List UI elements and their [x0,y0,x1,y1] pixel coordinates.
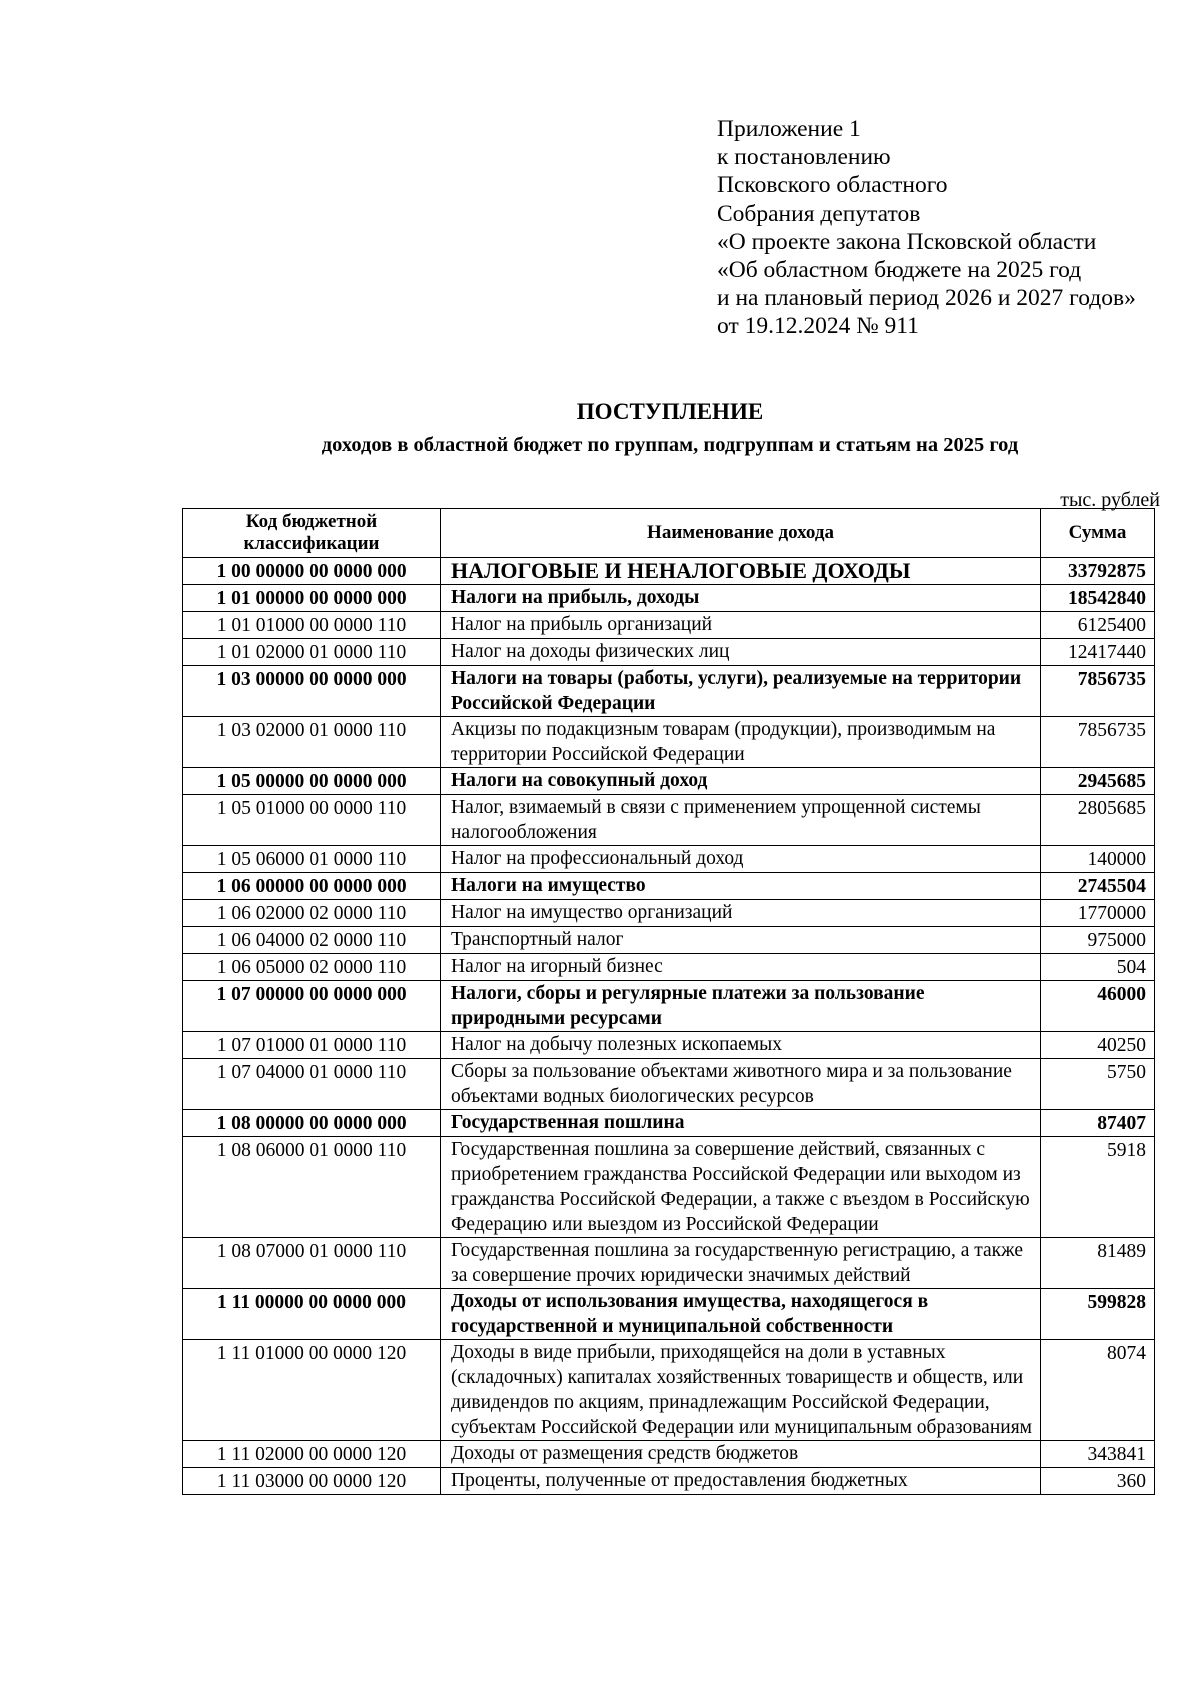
table-row [183,1110,1155,1137]
cell-name: Налоги на прибыль, доходы [441,585,1041,612]
appendix-line: Приложение 1 [717,116,861,142]
cell-name: Проценты, полученные от предоставления бюджетных [441,1468,1041,1495]
cell-sum: 7856735 [1041,666,1155,717]
cell-name: Налог на доходы физических лиц [441,639,1041,666]
cell-code: 1 03 02000 01 0000 110 [183,717,441,768]
cell-name: Транспортный налог [441,927,1041,954]
cell-sum: 975000 [1041,927,1155,954]
cell-code: 1 06 00000 00 0000 000 [183,873,441,900]
appendix-line: «Об областном бюджете на 2025 год [717,257,1082,284]
cell-name: Налоги на совокупный доход [441,768,1041,795]
table-row [183,1441,1155,1468]
cell-code: 1 05 00000 00 0000 000 [183,768,441,795]
cell-code: 1 05 01000 00 0000 110 [183,795,441,846]
cell-name: Государственная пошлина [441,1110,1041,1137]
table-row [183,927,1155,954]
header-name: Наименование дохода [441,509,1041,558]
cell-name: Налоги на товары (работы, услуги), реализуемые на территории Российской Федерации [441,666,1041,717]
cell-sum: 140000 [1041,846,1155,873]
income-table [182,508,1155,1495]
header-code: Код бюджетной классификации [183,509,441,558]
table-row [183,954,1155,981]
cell-sum: 2745504 [1041,873,1155,900]
table-row [183,1289,1155,1340]
cell-name: Государственная пошлина за государственную регистрацию, а также за совершение прочих юридически значимых действий [441,1238,1041,1289]
cell-sum: 2805685 [1041,795,1155,846]
table-row [183,900,1155,927]
cell-sum: 40250 [1041,1032,1155,1059]
cell-code: 1 01 00000 00 0000 000 [183,585,441,612]
cell-sum: 81489 [1041,1238,1155,1289]
cell-code: 1 06 05000 02 0000 110 [183,954,441,981]
cell-name: Налог на имущество организаций [441,900,1041,927]
cell-sum: 2945685 [1041,768,1155,795]
table-body [183,558,1155,1495]
appendix-line: к постановлению [717,144,891,171]
cell-code: 1 01 02000 01 0000 110 [183,639,441,666]
table-row [183,795,1155,846]
table-row [183,1059,1155,1110]
cell-code: 1 08 06000 01 0000 110 [183,1137,441,1238]
units-label: тыс. рублей [1060,489,1160,511]
cell-sum: 8074 [1041,1340,1155,1441]
cell-name: Налог на профессиональный доход [441,846,1041,873]
cell-name: Налог на игорный бизнес [441,954,1041,981]
appendix-line: Псковского областного [717,172,948,199]
cell-sum: 33792875 [1041,558,1155,585]
document-title: ПОСТУПЛЕНИЕ [576,399,764,424]
cell-sum: 599828 [1041,1289,1155,1340]
cell-sum: 12417440 [1041,639,1155,666]
table-row [183,846,1155,873]
cell-name: Налог на прибыль организаций [441,612,1041,639]
cell-name: Доходы в виде прибыли, приходящейся на доли в уставных (складочных) капиталах хозяйственных товариществ и обществ, или дивидендов по акциям, принадлежащим Российской Федерации, субъектам Российской Федерации или муниципальным образованиям [441,1340,1041,1441]
cell-code: 1 11 03000 00 0000 120 [183,1468,441,1495]
table-row [183,1468,1155,1495]
cell-sum: 7856735 [1041,717,1155,768]
cell-name: Акцизы по подакцизным товарам (продукции), производимым на территории Российской Федерации [441,717,1041,768]
cell-name: Государственная пошлина за совершение действий, связанных с приобретением гражданства Российской Федерации или выходом из гражданства Российской Федерации, а также с въездом в Российскую Федерацию или выездом из Российской Федерации [441,1137,1041,1238]
cell-name: Доходы от размещения средств бюджетов [441,1441,1041,1468]
cell-name: Налоги, сборы и регулярные платежи за пользование природными ресурсами [441,981,1041,1032]
appendix-line: и на плановый период 2026 и 2027 годов» [717,285,1136,312]
cell-code: 1 06 02000 02 0000 110 [183,900,441,927]
table-row [183,639,1155,666]
appendix-line: от 19.12.2024 № 911 [717,313,919,340]
cell-sum: 1770000 [1041,900,1155,927]
document-subtitle: доходов в областной бюджет по группам, подгруппам и статьям на 2025 год [321,434,1019,456]
appendix-block [717,115,1136,341]
table-row [183,873,1155,900]
table-row [183,612,1155,639]
table-row [183,981,1155,1032]
cell-sum: 87407 [1041,1110,1155,1137]
table-row [183,1137,1155,1238]
cell-code: 1 01 01000 00 0000 110 [183,612,441,639]
cell-sum: 343841 [1041,1441,1155,1468]
cell-name: Налоги на имущество [441,873,1041,900]
table-row [183,1340,1155,1441]
table-row [183,666,1155,717]
cell-sum: 504 [1041,954,1155,981]
cell-code: 1 07 00000 00 0000 000 [183,981,441,1032]
cell-sum: 18542840 [1041,585,1155,612]
cell-name: Сборы за пользование объектами животного мира и за пользование объектами водных биологических ресурсов [441,1059,1041,1110]
cell-sum: 46000 [1041,981,1155,1032]
table-row [183,1238,1155,1289]
appendix-line: «О проекте закона Псковской области [717,228,1097,255]
cell-sum: 360 [1041,1468,1155,1495]
cell-name: Доходы от использования имущества, находящегося в государственной и муниципальной собственности [441,1289,1041,1340]
table-row [183,585,1155,612]
cell-sum: 5918 [1041,1137,1155,1238]
cell-code: 1 05 06000 01 0000 110 [183,846,441,873]
header-sum: Сумма [1041,509,1155,558]
cell-name: Налог, взимаемый в связи с применением упрощенной системы налогообложения [441,795,1041,846]
cell-sum: 5750 [1041,1059,1155,1110]
cell-code: 1 06 04000 02 0000 110 [183,927,441,954]
cell-code: 1 11 02000 00 0000 120 [183,1441,441,1468]
cell-code: 1 07 04000 01 0000 110 [183,1059,441,1110]
cell-code: 1 07 01000 01 0000 110 [183,1032,441,1059]
cell-code: 1 08 07000 01 0000 110 [183,1238,441,1289]
cell-code: 1 11 00000 00 0000 000 [183,1289,441,1340]
table-row [183,558,1155,585]
cell-code: 1 00 00000 00 0000 000 [183,558,441,585]
table-row [183,768,1155,795]
cell-code: 1 08 00000 00 0000 000 [183,1110,441,1137]
appendix-line: Собрания депутатов [717,200,921,227]
table-row [183,717,1155,768]
table-header-row [183,509,1155,558]
cell-name: НАЛОГОВЫЕ И НЕНАЛОГОВЫЕ ДОХОДЫ [441,558,1041,585]
cell-code: 1 11 01000 00 0000 120 [183,1340,441,1441]
cell-sum: 6125400 [1041,612,1155,639]
cell-code: 1 03 00000 00 0000 000 [183,666,441,717]
cell-name: Налог на добычу полезных ископаемых [441,1032,1041,1059]
table-row [183,1032,1155,1059]
